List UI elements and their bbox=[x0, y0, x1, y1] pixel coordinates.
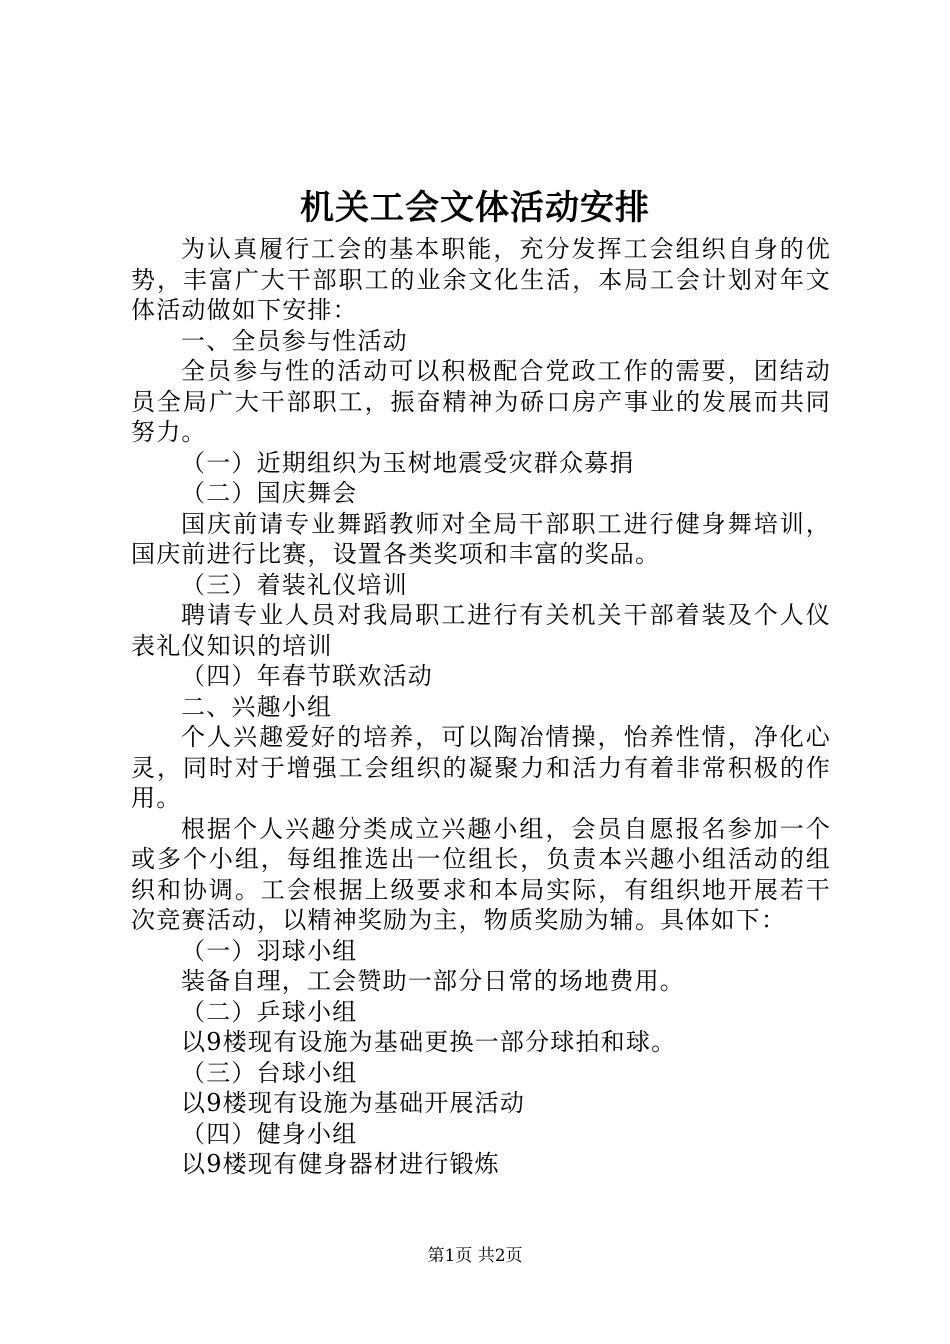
subsection-item: 以9楼现有设施为基础开展活动 bbox=[181, 1089, 526, 1117]
section-1-paragraph: 全员参与性的活动可以积极配合党政工作的需要，团结动员全局广大干部职工，振奋精神为硚口房产事业的发展而共同努力。 bbox=[131, 357, 831, 446]
section-2-paragraph: 个人兴趣爱好的培养，可以陶冶情操，怡养性情，净化心灵，同时对于增强工会组织的凝聚力和活力有着非常积极的作用。 bbox=[131, 723, 831, 812]
section-2-paragraph: 根据个人兴趣分类成立兴趣小组，会员自愿报名参加一个或多个小组，每组推选出一位组长，负责本兴趣小组活动的组织和协调。工会根据上级要求和本局实际，有组织地开展若干次竞赛活动，以精神奖励为主，物质奖励为辅。具体如下： bbox=[131, 814, 831, 934]
section-heading-2: 二、兴趣小组 bbox=[181, 692, 333, 721]
subsection-heading: （四）健身小组 bbox=[181, 1119, 358, 1148]
section-heading-1: 一、全员参与性活动 bbox=[181, 326, 408, 355]
page-footer: 第1页 共2页 bbox=[427, 1246, 523, 1266]
subsection-heading: （一）羽球小组 bbox=[181, 936, 358, 965]
subsection-paragraph: 聘请专业人员对我局职工进行有关机关干部着装及个人仪表礼仪知识的培训 bbox=[131, 601, 831, 660]
subsection-heading: （二）国庆舞会 bbox=[181, 479, 358, 507]
intro-paragraph: 为认真履行工会的基本职能，充分发挥工会组织自身的优势，丰富广大干部职工的业余文化生活，本局工会计划对年文体活动做如下安排： bbox=[131, 235, 831, 324]
subsection-item: 以9楼现有健身器材进行锻炼 bbox=[181, 1150, 500, 1178]
subsection-paragraph: 国庆前请专业舞蹈教师对全局干部职工进行健身舞培训，国庆前进行比赛，设置各类奖项和丰富的奖品。 bbox=[131, 509, 831, 568]
subsection-heading: （二）乒球小组 bbox=[181, 997, 358, 1026]
subsection-item: 装备自理，工会赞助一部分日常的场地费用。 bbox=[181, 967, 685, 995]
subsection-heading: （四）年春节联欢活动 bbox=[181, 662, 433, 690]
subsection-heading: （一）近期组织为玉树地震受灾群众募捐 bbox=[181, 448, 635, 477]
subsection-heading: （三）着装礼仪培训 bbox=[181, 570, 408, 599]
subsection-item: 以9楼现有设施为基础更换一部分球拍和球。 bbox=[181, 1028, 677, 1056]
page-title: 机关工会文体活动安排 bbox=[300, 188, 650, 228]
document-body bbox=[131, 234, 831, 1180]
subsection-heading: （三）台球小组 bbox=[181, 1058, 358, 1087]
